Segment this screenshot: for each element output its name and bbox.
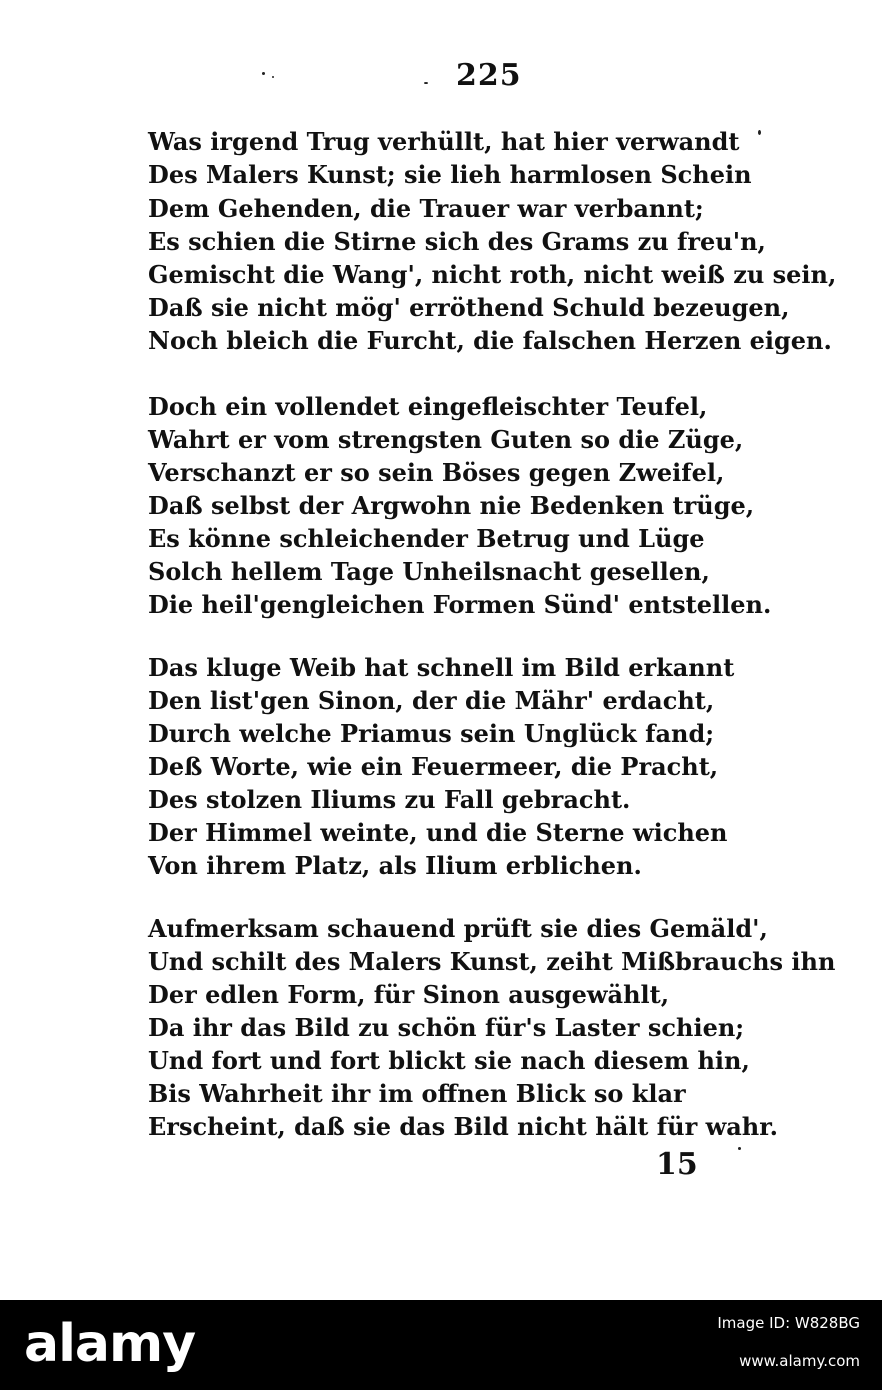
ink-speck: [272, 76, 274, 78]
verse-line: Des Malers Kunst; sie lieh harmlosen Schein: [148, 160, 752, 189]
verse-line: Deß Worte, wie ein Feuermeer, die Pracht,: [148, 752, 719, 781]
signature-mark: 15: [656, 1147, 698, 1182]
verse-line: Noch bleich die Furcht, die falschen Herzen eigen.: [148, 326, 832, 355]
verse-line: Wahrt er vom strengsten Guten so die Züge,: [148, 425, 744, 454]
verse-line: Daß selbst der Argwohn nie Bedenken trüge,: [148, 491, 755, 520]
ink-speck: [424, 82, 428, 84]
ink-speck: [758, 130, 761, 135]
verse-line: Solch hellem Tage Unheilsnacht gesellen,: [148, 557, 710, 586]
verse-line: Und schilt des Malers Kunst, zeiht Mißbrauchs ihn: [148, 947, 836, 976]
verse-line: Doch ein vollendet eingefleischter Teufel,: [148, 392, 708, 421]
watermark-footer: [0, 1300, 882, 1390]
verse-line: Das kluge Weib hat schnell im Bild erkannt: [148, 653, 735, 682]
page-number: 225: [456, 58, 522, 93]
ink-speck: [738, 1147, 741, 1150]
image-id-label: Image ID: W828BG: [717, 1314, 860, 1332]
verse-line: Erscheint, daß sie das Bild nicht hält für wahr.: [148, 1112, 779, 1141]
ink-speck: [262, 72, 265, 75]
verse-line: Aufmerksam schauend prüft sie dies Gemäld',: [148, 914, 768, 943]
verse-line: Den list'gen Sinon, der die Mähr' erdacht,: [148, 686, 715, 715]
alamy-logo: alamy: [24, 1314, 196, 1374]
verse-line: Dem Gehenden, die Trauer war verbannt;: [148, 194, 704, 223]
verse-line: Verschanzt er so sein Böses gegen Zweifel,: [148, 458, 725, 487]
verse-line: Der Himmel weinte, und die Sterne wichen: [148, 818, 728, 847]
verse-line: Und fort und fort blickt sie nach diesem hin,: [148, 1046, 750, 1075]
verse-line: Daß sie nicht mög' erröthend Schuld bezeugen,: [148, 293, 790, 322]
verse-line: Durch welche Priamus sein Unglück fand;: [148, 719, 715, 748]
verse-line: Die heil'gengleichen Formen Sünd' entstellen.: [148, 590, 772, 619]
verse-line: Was irgend Trug verhüllt, hat hier verwandt: [148, 127, 740, 156]
verse-line: Es schien die Stirne sich des Grams zu freu'n,: [148, 227, 766, 256]
verse-line: Es könne schleichender Betrug und Lüge: [148, 524, 705, 553]
verse-line: Bis Wahrheit ihr im offnen Blick so klar: [148, 1079, 686, 1108]
verse-line: Von ihrem Platz, als Ilium erblichen.: [148, 851, 642, 880]
verse-line: Der edlen Form, für Sinon ausgewählt,: [148, 980, 670, 1009]
site-url-label: www.alamy.com: [739, 1352, 860, 1370]
verse-line: Da ihr das Bild zu schön für's Laster schien;: [148, 1013, 745, 1042]
verse-line: Des stolzen Iliums zu Fall gebracht.: [148, 785, 631, 814]
verse-line: Gemischt die Wang', nicht roth, nicht weiß zu sein,: [148, 260, 837, 289]
